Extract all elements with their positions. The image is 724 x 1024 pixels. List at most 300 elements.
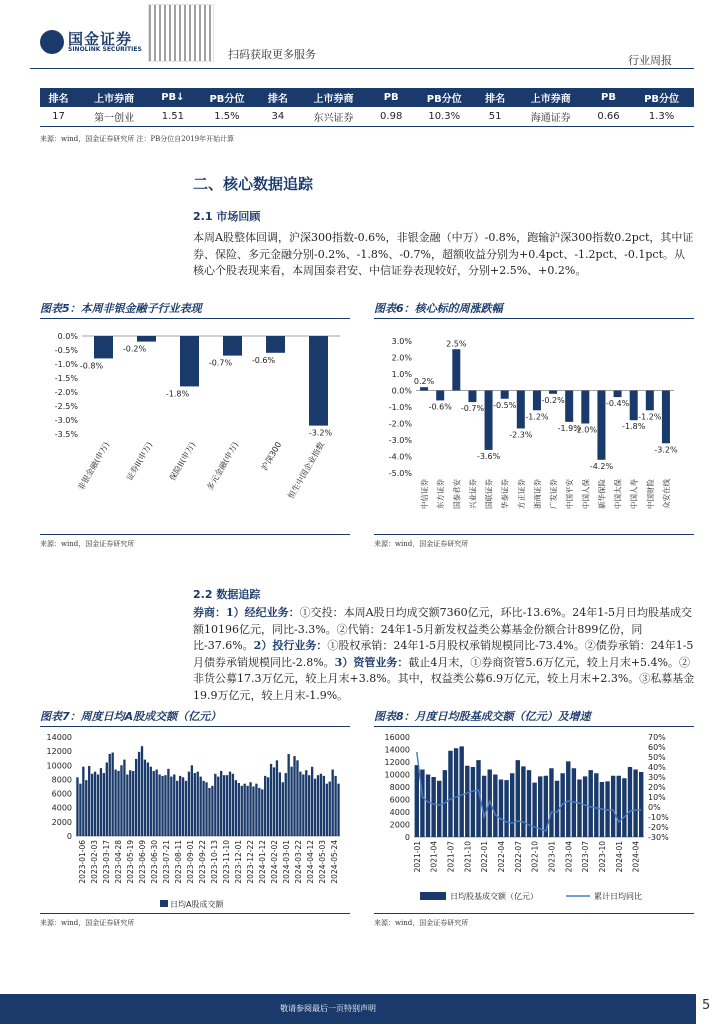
fig6-data-label: -0.5% (493, 400, 517, 410)
fig5-data-label: -3.2% (308, 428, 333, 438)
fig7-bar (314, 779, 316, 836)
fig8-xtick: 2021-10 (463, 841, 473, 873)
fig8-bar (577, 780, 581, 838)
fig8-xtick: 2022-07 (513, 841, 523, 873)
rank-cell: 34 (259, 107, 296, 126)
rank-header-cell: PB (371, 88, 412, 107)
fig6-ytick: -4.0% (388, 452, 412, 462)
fig7-bar (179, 776, 181, 836)
fig5-bar (137, 336, 156, 342)
fig8-bar (583, 776, 587, 837)
fig5-ytick: -1.5% (54, 374, 78, 383)
market-review-paragraph: 本周A股整体回调，沪深300指数-0.6%，非银金融（中万）-0.8%，跑输沪深300指数0.2pct，其中证券、保险、多元金融分别-0.2%、-1.8%、-0.7%，超额收益分别为+0.4pct、-1.2pct、-0.1pct。从核心个股表现来看，本周国泰君安、中信证券表现较好，分别+2.5%、+0.2%。 (193, 231, 694, 277)
fig7-bar (229, 772, 231, 836)
fig7-bar (205, 782, 207, 836)
fig7-bar (120, 765, 122, 836)
rank-cell: 海通证券 (514, 107, 588, 126)
fig8-bar (437, 781, 441, 837)
fig6-ytick: -2.0% (388, 419, 412, 429)
fig7-bar (299, 772, 301, 836)
fig8-source: 来源：wind，国金证券研究所 (374, 919, 469, 927)
fig7-bar (117, 771, 119, 836)
fig6-data-label: 2.5% (446, 339, 467, 349)
fig7-bar (214, 774, 216, 836)
fig6-xtick: 浙商证券 (532, 479, 542, 509)
fig8-ytick-right: -10% (648, 813, 669, 822)
rank-header-cell: PB (588, 88, 629, 107)
fig5-bar (180, 336, 199, 386)
fig8-xtick: 2023-01 (547, 841, 557, 873)
rank-cell: 东兴证券 (296, 107, 370, 126)
fig7-xtick: 2023-10-13 (210, 840, 219, 884)
fig6-xtick: 中国太保 (613, 479, 623, 509)
fig7-bar (135, 759, 137, 836)
fig6-bar (436, 391, 444, 401)
fig7-bar (129, 770, 131, 836)
fig6-xtick: 中国人保 (581, 479, 591, 509)
fig7-bar (141, 746, 143, 836)
fig7-bar (308, 775, 310, 836)
fig7-xtick: 2023-09-22 (198, 840, 207, 884)
fig7-xtick: 2023-05-19 (126, 840, 135, 884)
fig7-bar (94, 772, 96, 836)
brand-name: 国金证券 (68, 30, 133, 48)
fig8-ytick-right: -30% (648, 833, 669, 842)
fig7-ytick: 10000 (46, 761, 72, 771)
fig8-bar (426, 775, 430, 838)
fig6-bar (565, 391, 573, 422)
fig6-xtick: 新华保险 (597, 479, 607, 509)
fig8-bar (628, 767, 632, 837)
fig7-bar (185, 781, 187, 836)
fig7-xtick: 2023-12-01 (234, 840, 243, 884)
fig7-bar (249, 782, 251, 836)
fig8-bar (493, 775, 497, 838)
fig8-bar (415, 765, 419, 837)
fig7-bar (329, 782, 331, 836)
fig5-bar (266, 336, 285, 353)
fig5-ytick: -1.0% (54, 360, 78, 369)
fig7-bar (126, 774, 128, 836)
fig7-bar (76, 777, 78, 836)
fig5-xtick: 非银金融(申万) (76, 440, 112, 492)
fig8-legend-label-bar: 日均股基成交额（亿元） (450, 892, 538, 901)
fig8-bar (521, 766, 525, 837)
fig7-bar (144, 760, 146, 836)
fig7-bar (88, 766, 90, 836)
fig7-bar (82, 767, 84, 836)
fig6-bar (517, 391, 525, 429)
fig6-chart (374, 322, 694, 532)
fig5-bar (309, 336, 328, 426)
fig6-xtick: 东方证券 (436, 479, 446, 509)
fig7-bar (302, 774, 304, 836)
fig7-xtick: 2024-05-24 (330, 840, 339, 884)
fig7-legend-swatch (160, 900, 168, 907)
fig7-bar (235, 780, 237, 836)
fig6-ytick: -5.0% (388, 469, 412, 478)
fig7-bar (211, 786, 213, 836)
fig7-bar (161, 776, 163, 836)
fig5-xtick: 保险II(申万) (167, 440, 198, 483)
fig7-bar (305, 770, 307, 836)
fig8-bar (617, 776, 621, 837)
fig6-data-label: -4.2% (589, 461, 614, 471)
rank-header-cell: 上市券商 (514, 88, 588, 107)
fig7-bar (138, 752, 140, 836)
fig8-ytick-right: 30% (648, 773, 666, 782)
rank-header-cell: 上市券商 (77, 88, 151, 107)
fig7-bar (132, 771, 134, 836)
fig6-data-label: -1.2% (525, 412, 549, 422)
fig5-source: 来源：wind，国金证券研究所 (40, 540, 135, 548)
rank-table-source: 来源：wind，国金证券研究所 注：PB分位自2019年开始计算 (40, 135, 235, 143)
fig6-data-label: -3.6% (476, 451, 501, 461)
fig6-data-label: -3.2% (654, 445, 678, 455)
fig6-bar (452, 349, 460, 390)
fig7-bar (85, 780, 87, 836)
fig5-ytick: -2.0% (54, 388, 78, 397)
fig7-bar (261, 789, 263, 836)
fig8-ytick-left: 16000 (384, 733, 410, 742)
fig7-bar (334, 776, 336, 836)
fig8-bar (516, 760, 520, 837)
fig8-ytick-left: 0 (404, 833, 410, 842)
fig8-ytick-right: 70% (648, 733, 666, 742)
fig7-bar (109, 754, 111, 836)
fig7-top-rule (40, 726, 350, 727)
fig6-bar (501, 391, 509, 399)
fig8-ytick-left: 8000 (389, 783, 410, 792)
fig5-data-label: -1.8% (165, 389, 190, 399)
fig7-xtick: 2024-02-02 (270, 840, 279, 884)
fig5-data-label: -0.6% (251, 355, 276, 365)
fig5-data-label: -0.7% (208, 358, 233, 368)
fig5-top-rule (40, 318, 350, 319)
fig7-bar (223, 775, 225, 836)
scan-prompt: 扫码获取更多服务 (228, 48, 316, 61)
fig6-xtick: 兴业证券 (468, 479, 478, 509)
rank-header-cell: 上市券商 (296, 88, 370, 107)
fig7-bar (167, 769, 169, 836)
fig6-bar (597, 391, 605, 460)
fig7-chart (40, 728, 350, 912)
fig6-ytick: 3.0% (391, 337, 412, 346)
fig8-ytick-left: 10000 (384, 770, 410, 780)
fig7-bar (153, 771, 155, 836)
fig8-bar (633, 770, 637, 838)
fig7-bar (270, 764, 272, 836)
fig5-data-label: -0.8% (79, 361, 104, 371)
fig6-data-label: -0.4% (605, 399, 630, 409)
fig7-bar (244, 784, 246, 836)
fig6-bar (468, 391, 476, 403)
fig7-bar (106, 762, 108, 836)
page-number: 5 (702, 998, 711, 1013)
fig8-ytick-right: 50% (648, 753, 666, 762)
fig6-data-label: 0.2% (413, 377, 435, 387)
fig8-xtick: 2021-07 (446, 841, 456, 873)
fig6-data-label: -1.2% (638, 412, 662, 422)
fig5-ytick: -2.5% (54, 402, 78, 411)
fig7-bar (317, 775, 319, 836)
fig8-bar (566, 761, 570, 837)
fig5-ytick: 0.0% (57, 332, 78, 341)
fig6-bar (614, 391, 622, 398)
para-label-am: 3）资管业务： (334, 655, 409, 669)
fig7-title: 图表7：周度日均A股成交额（亿元） (40, 710, 222, 723)
fig7-bar (255, 784, 257, 836)
fig6-ytick: -1.0% (388, 403, 412, 412)
fig7-bar (79, 784, 81, 836)
fig7-xtick: 2023-01-06 (78, 840, 87, 884)
fig8-ytick-right: 10% (648, 793, 666, 802)
fig8-bar (459, 746, 463, 837)
rank-header-cell: PB分位 (195, 88, 260, 107)
fig6-xtick: 国联证券 (484, 479, 494, 509)
fig7-ytick: 14000 (46, 733, 72, 742)
data-tracking-paragraph (193, 605, 695, 704)
fig5-bar (223, 336, 242, 356)
fig8-xtick: 2022-04 (496, 841, 506, 873)
fig8-ytick-right: 60% (648, 743, 666, 752)
fig5-xtick: 多元金融(申万) (205, 440, 241, 492)
fig8-bar (510, 773, 514, 837)
fig8-xtick: 2024-01 (614, 841, 624, 873)
fig7-bar (323, 776, 325, 836)
fig6-bar (485, 391, 493, 450)
fig5-data-label: -0.2% (122, 344, 147, 354)
footer-disclaimer: 敬请参阅最后一页特别声明 (280, 1004, 376, 1013)
fig7-xtick: 2023-04-28 (114, 840, 123, 884)
fig6-bar (420, 387, 428, 390)
fig7-bar (194, 773, 196, 836)
fig8-xtick: 2022-01 (480, 841, 490, 873)
fig7-bar (246, 786, 248, 836)
fig6-bar (662, 391, 670, 444)
fig6-xtick: 广发证券 (549, 479, 559, 509)
fig8-xtick: 2023-04 (564, 841, 574, 873)
fig6-title: 图表6：核心标的周涨跌幅 (374, 302, 503, 315)
para-label-ib: 2）投行业务： (253, 639, 328, 652)
fig5-chart (40, 322, 350, 532)
fig8-legend-swatch-bar (420, 892, 446, 900)
rank-cell: 1.5% (195, 107, 260, 126)
brand-logo-icon (40, 30, 64, 54)
fig7-bar (156, 770, 158, 836)
para-brokerage-text: ①交投：本周A股日均成交额7360亿元，环比-13.6%。24年1-5月日均股基成交额10196亿元，同比-3.3%。②代销：24年1-5月新发权益类公募基金份额合计899亿份，同比-37.6%。 (193, 606, 692, 652)
rank-header-cell: 排名 (477, 88, 514, 107)
fig7-bar (337, 784, 339, 836)
fig6-data-label: -1.8% (622, 422, 646, 432)
fig7-source: 来源：wind，国金证券研究所 (40, 919, 135, 927)
fig7-bar (197, 772, 199, 836)
fig8-top-rule (374, 726, 694, 727)
fig7-xtick: 2023-07-21 (162, 840, 171, 884)
fig8-bar (622, 778, 626, 837)
para-am-text: 截止4月末，①券商资管5.6万亿元，较上月末+5.4%。②非货公募17.3万亿元，较上月末+3.8%。其中，权益类公募6.9万亿元，较上月末+2.3%。③私募基金19.9万亿元，较上月末-1.9%。 (193, 655, 695, 702)
brand-name-en: SINOLINK SECURITIES (68, 46, 142, 53)
fig7-bar (282, 782, 284, 836)
fig8-bar (465, 766, 469, 837)
fig7-bar (279, 772, 281, 836)
fig6-xtick: 中国财险 (645, 479, 655, 509)
fig7-legend-label: 日均A股成交额 (170, 900, 224, 909)
fig8-ytick-left: 12000 (384, 758, 410, 767)
fig7-ytick: 8000 (51, 775, 72, 785)
fig7-xtick: 2023-09-01 (186, 840, 195, 884)
fig7-xtick: 2023-12-22 (246, 840, 255, 884)
fig7-bar (226, 775, 228, 836)
fig7-ytick: 2000 (51, 817, 72, 827)
rank-cell: 1.51 (151, 107, 194, 126)
fig7-bar (112, 753, 114, 836)
fig7-bar (288, 754, 290, 836)
fig7-bar (273, 767, 275, 836)
fig7-xtick: 2023-11-10 (222, 840, 231, 884)
fig7-bar (103, 773, 105, 836)
fig6-ytick: -3.0% (388, 436, 412, 445)
fig7-bar (202, 781, 204, 836)
fig7-bar (158, 774, 160, 836)
fig6-bottom-rule (374, 534, 694, 535)
fig7-bar (276, 760, 278, 836)
pb-rank-table (40, 88, 694, 127)
fig7-bar (173, 774, 175, 836)
fig8-ytick-right: -20% (648, 823, 669, 832)
fig7-bar (293, 756, 295, 836)
fig8-chart (374, 728, 694, 912)
fig7-bar (191, 765, 193, 836)
fig7-bar (252, 787, 254, 837)
fig8-bar (594, 773, 598, 837)
fig6-bar (630, 391, 638, 421)
fig7-bar (290, 767, 292, 836)
fig5-ytick: -3.5% (54, 430, 78, 439)
fig8-bar (589, 770, 593, 837)
fig8-legend-label-line: 累计日均同比 (594, 892, 642, 901)
fig7-bar (170, 777, 172, 836)
fig7-xtick: 2024-04-12 (306, 840, 315, 884)
fig6-xtick: 华泰证券 (500, 479, 510, 509)
fig7-xtick: 2023-08-11 (174, 840, 183, 884)
fig6-data-label: -2.0% (573, 425, 597, 435)
fig7-bar (267, 777, 269, 836)
fig6-data-label: -0.2% (541, 395, 565, 405)
fig8-title: 图表8：月度日均股基成交额（亿元）及增速 (374, 710, 591, 723)
fig7-xtick: 2023-06-30 (150, 840, 159, 884)
fig8-xtick: 2023-10 (597, 841, 607, 873)
rank-header-cell: PB分位 (412, 88, 477, 107)
fig7-bar (264, 776, 266, 836)
fig7-bar (326, 784, 328, 836)
para-ib-text: ①股权承销：24年1-5月股权承销规模同比-73.4%。②债券承销：24年1-5月债券承销规模同比-2.8%。 (193, 639, 694, 669)
fig6-ytick: 2.0% (391, 353, 412, 363)
fig7-xtick: 2023-03-17 (102, 840, 111, 884)
fig7-bottom-rule (40, 913, 350, 914)
fig7-bar (241, 786, 243, 836)
fig6-data-label: -2.3% (509, 430, 533, 440)
fig6-bar (549, 391, 557, 394)
fig6-data-label: -1.9% (557, 423, 581, 433)
fig8-xtick: 2021-04 (429, 841, 439, 873)
fig8-ytick-right: 0% (648, 803, 661, 812)
fig6-ytick: 1.0% (391, 370, 412, 379)
fig7-bar (217, 777, 219, 836)
fig8-bar (454, 748, 458, 837)
fig7-ytick: 4000 (51, 803, 72, 813)
fig8-xtick: 2024-04 (631, 841, 641, 873)
fig8-xtick: 2021-01 (412, 841, 422, 873)
fig7-bar (188, 772, 190, 836)
fig7-bar (150, 767, 152, 836)
fig8-ytick-left: 6000 (389, 795, 410, 805)
fig5-bottom-rule (40, 534, 350, 535)
fig6-xtick: 方正证券 (516, 479, 526, 509)
fig7-bar (258, 788, 260, 836)
fig7-bar (285, 773, 287, 836)
fig6-xtick: 中国人寿 (629, 479, 639, 509)
rank-cell: 17 (40, 107, 77, 126)
fig5-xtick: 证券II(申万) (124, 440, 155, 483)
rank-cell: 10.3% (412, 107, 477, 126)
fig6-xtick: 国泰君安 (452, 479, 462, 509)
subsection-title-market: 2.1 市场回顾 (193, 210, 261, 223)
fig7-bar (91, 774, 93, 836)
fig6-bar (533, 391, 541, 411)
fig7-bar (164, 775, 166, 836)
fig8-ytick-right: 20% (648, 783, 666, 792)
fig5-ytick: -0.5% (54, 346, 78, 355)
para-label-brokerage: 券商：1）经纪业务： (193, 606, 300, 619)
fig7-bar (311, 767, 313, 836)
fig5-xtick: 恒生中国企业指数 (286, 440, 327, 501)
fig7-bar (182, 777, 184, 836)
fig6-bar (581, 391, 589, 424)
fig6-xtick: 众安在线 (661, 479, 671, 509)
rank-header-cell: PB分位 (629, 88, 694, 107)
fig6-ytick: 0.0% (391, 386, 412, 396)
fig8-bar (527, 770, 531, 837)
fig8-ytick-left: 4000 (389, 808, 410, 817)
fig8-xtick: 2023-07 (581, 841, 591, 873)
fig6-top-rule (374, 318, 694, 319)
qr-code-icon[interactable] (148, 4, 214, 62)
fig7-bar (147, 762, 149, 836)
fig8-bar (499, 780, 503, 838)
rank-header-cell: 排名 (259, 88, 296, 107)
fig6-data-label: -0.6% (428, 402, 452, 412)
fig8-xtick: 2022-10 (530, 841, 540, 873)
fig7-bar (176, 781, 178, 836)
fig7-bar (296, 760, 298, 836)
fig7-bar (123, 760, 125, 836)
fig7-ytick: 12000 (46, 747, 72, 757)
fig7-bar (114, 770, 116, 836)
fig7-xtick: 2024-03-01 (282, 840, 291, 884)
fig7-bar (208, 788, 210, 836)
fig7-bar (232, 774, 234, 836)
fig8-bottom-rule (374, 913, 694, 914)
fig7-ytick: 0 (66, 832, 72, 841)
fig8-bar (611, 776, 615, 837)
fig5-bar (94, 336, 113, 358)
fig8-bar (448, 751, 452, 837)
fig8-ytick-right: 40% (648, 763, 666, 772)
fig7-bar (320, 774, 322, 836)
section-title: 二、核心数据追踪 (193, 175, 314, 193)
rank-header-cell: PB↓ (151, 88, 194, 107)
